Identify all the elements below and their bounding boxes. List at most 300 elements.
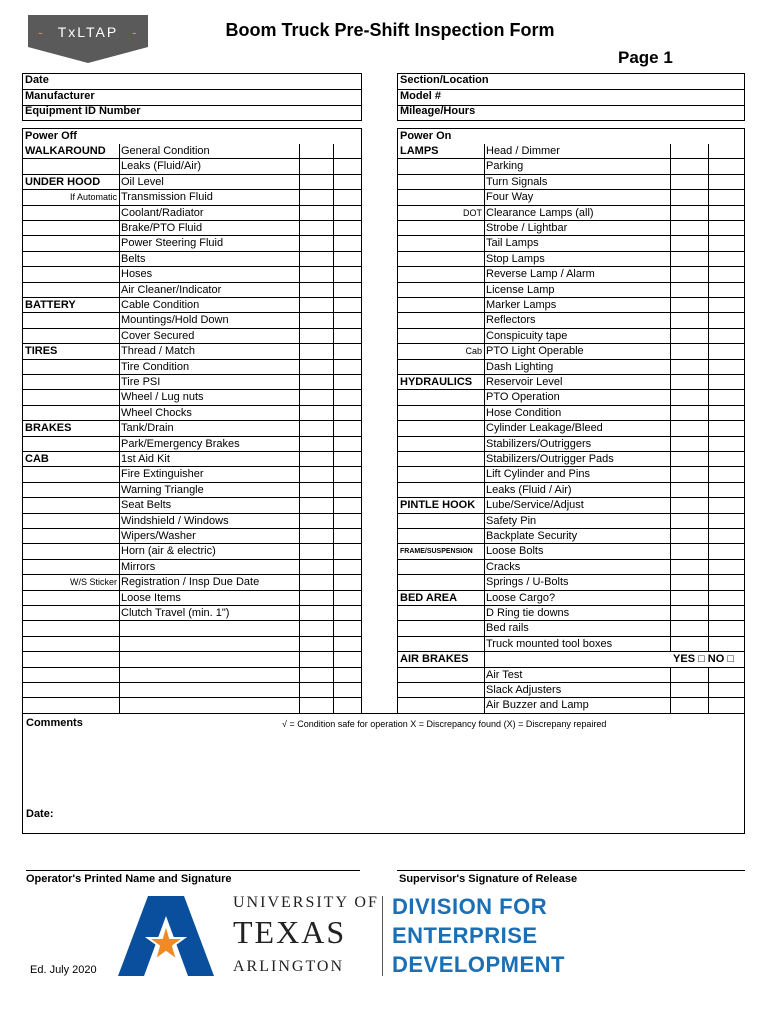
check-cell[interactable]: [708, 621, 744, 635]
check-cell[interactable]: [333, 344, 361, 358]
logo-divider: [382, 896, 383, 976]
check-cell[interactable]: [670, 467, 708, 481]
right-row: [398, 621, 744, 636]
sub-note: [23, 283, 117, 297]
check-cell[interactable]: [333, 329, 361, 343]
check-cell[interactable]: [333, 637, 361, 651]
check-cell[interactable]: [333, 575, 361, 589]
check-cell[interactable]: [333, 437, 361, 451]
check-cell[interactable]: [333, 698, 361, 713]
column-divider: [484, 190, 485, 204]
column-divider: [119, 298, 120, 312]
check-cell[interactable]: [299, 252, 333, 266]
sub-note: [398, 252, 482, 266]
check-cell[interactable]: [708, 591, 744, 605]
inspection-item: Stabilizers/Outrigger Pads: [486, 453, 614, 465]
sub-note: [398, 683, 482, 697]
sub-note: [398, 190, 482, 204]
sub-note: [398, 452, 482, 466]
check-cell[interactable]: [299, 329, 333, 343]
check-cell[interactable]: [708, 467, 744, 481]
check-cell[interactable]: [333, 390, 361, 404]
sub-note: [398, 390, 482, 404]
column-divider: [484, 529, 485, 543]
uta-line-1: UNIVERSITY OF: [233, 894, 379, 911]
sub-note: [398, 621, 482, 635]
sub-note: [23, 668, 117, 682]
check-cell[interactable]: [299, 159, 333, 173]
sub-note: [23, 621, 117, 635]
column-divider: [119, 390, 120, 404]
check-cell[interactable]: [670, 514, 708, 528]
inspection-item: Wheel Chocks: [121, 406, 192, 419]
category-label: FRAME/SUSPENSION: [400, 548, 473, 556]
check-cell[interactable]: [299, 206, 333, 220]
check-cell[interactable]: [708, 329, 744, 343]
inspection-item: Wipers/Washer: [121, 530, 196, 542]
inspection-item: Fire Extinguisher: [121, 468, 204, 481]
inspection-item: Air Buzzer and Lamp: [486, 699, 589, 712]
check-cell[interactable]: [299, 560, 333, 574]
inspection-item: Dash Lighting: [486, 360, 554, 373]
sub-note: [23, 529, 117, 543]
check-cell[interactable]: [333, 514, 361, 528]
sub-note: W/S Sticker: [69, 577, 117, 588]
column-divider: [484, 591, 485, 605]
sub-note: DOT: [463, 207, 482, 218]
sub-note: [398, 283, 482, 297]
sub-note: [398, 313, 482, 327]
check-cell[interactable]: [708, 698, 744, 713]
check-cell[interactable]: [299, 175, 333, 189]
column-divider: [484, 360, 485, 374]
check-cell[interactable]: [299, 606, 333, 620]
column-divider: [119, 652, 120, 666]
inspection-item: Loose Cargo?: [486, 591, 556, 604]
check-cell[interactable]: [670, 452, 708, 466]
check-cell[interactable]: [333, 668, 361, 682]
check-cell[interactable]: [670, 437, 708, 451]
inspection-item: Hoses: [121, 268, 153, 281]
check-cell[interactable]: [708, 637, 744, 651]
check-cell[interactable]: [670, 606, 708, 620]
inspection-item: Clearance Lamps (all): [486, 206, 594, 219]
category-label: WALKAROUND: [25, 145, 106, 157]
column-divider: [119, 406, 120, 420]
column-divider: [119, 560, 120, 574]
check-cell[interactable]: [708, 144, 744, 158]
column-divider: [119, 698, 120, 713]
right-row: [398, 452, 744, 467]
left-row: [23, 390, 361, 405]
check-cell[interactable]: [299, 360, 333, 374]
column-divider: [119, 437, 120, 451]
check-cell[interactable]: [670, 683, 708, 697]
inspection-item: Windshield / Windows: [121, 514, 229, 527]
sub-note: [398, 698, 482, 713]
check-cell[interactable]: [299, 575, 333, 589]
check-cell[interactable]: [333, 406, 361, 420]
check-cell[interactable]: [708, 390, 744, 404]
inspection-item: Seat Belts: [121, 499, 172, 512]
left-row: [23, 452, 361, 467]
check-cell[interactable]: [299, 344, 333, 358]
column-divider: [484, 452, 485, 466]
check-cell[interactable]: [333, 560, 361, 574]
check-cell[interactable]: [708, 159, 744, 173]
check-cell[interactable]: [333, 529, 361, 543]
check-cell[interactable]: [299, 267, 333, 281]
check-cell[interactable]: [333, 483, 361, 497]
check-cell[interactable]: [708, 406, 744, 420]
left-row: [23, 652, 361, 667]
check-cell[interactable]: [333, 591, 361, 605]
sub-note: [23, 159, 117, 173]
check-cell[interactable]: [333, 544, 361, 558]
right-row: [398, 313, 744, 328]
column-divider: [119, 483, 120, 497]
sub-note: [23, 313, 117, 327]
check-cell[interactable]: [333, 298, 361, 312]
right-row: [398, 159, 744, 174]
check-cell[interactable]: [670, 159, 708, 173]
check-cell[interactable]: [708, 360, 744, 374]
check-cell[interactable]: [708, 236, 744, 250]
right-row: [398, 267, 744, 282]
inspection-item: Turn Signals: [486, 175, 548, 188]
column-divider: [484, 221, 485, 235]
check-cell[interactable]: [299, 452, 333, 466]
check-cell[interactable]: [670, 560, 708, 574]
check-cell[interactable]: [333, 221, 361, 235]
column-divider: [119, 252, 120, 266]
check-cell[interactable]: [333, 652, 361, 666]
check-cell[interactable]: [670, 698, 708, 713]
check-cell[interactable]: [708, 375, 744, 389]
supervisor-signature-line[interactable]: [397, 870, 745, 871]
left-row: [23, 329, 361, 344]
check-cell[interactable]: [708, 668, 744, 682]
check-cell[interactable]: [670, 344, 708, 358]
check-cell[interactable]: [708, 283, 744, 297]
inspection-item: [119, 652, 299, 666]
sub-note: [23, 498, 117, 512]
check-cell[interactable]: [333, 190, 361, 204]
sub-note: [398, 236, 482, 250]
check-cell[interactable]: [333, 252, 361, 266]
edition-label: Ed. July 2020: [30, 964, 97, 976]
category-label: BATTERY: [25, 299, 76, 311]
sub-note: [398, 606, 482, 620]
header-right-box: [397, 73, 745, 121]
check-cell[interactable]: [299, 390, 333, 404]
check-cell[interactable]: [670, 575, 708, 589]
category-label: BED AREA: [400, 591, 458, 604]
inspection-item: D Ring tie downs: [486, 607, 570, 619]
check-cell[interactable]: [670, 313, 708, 327]
check-cell[interactable]: [670, 190, 708, 204]
sub-note: [23, 637, 117, 651]
page-title: Boom Truck Pre-Shift Inspection Form: [225, 20, 555, 40]
check-cell[interactable]: [299, 498, 333, 512]
inspection-item: [119, 668, 299, 682]
check-cell[interactable]: [670, 267, 708, 281]
check-cell[interactable]: [708, 544, 744, 558]
right-row: [398, 252, 744, 267]
check-cell[interactable]: [299, 283, 333, 297]
check-cell[interactable]: [670, 544, 708, 558]
check-cell[interactable]: [299, 190, 333, 204]
column-divider: [484, 498, 485, 512]
check-cell[interactable]: [708, 175, 744, 189]
check-cell[interactable]: [708, 606, 744, 620]
inspection-item: Brake/PTO Fluid: [121, 222, 203, 234]
sub-note: [398, 375, 482, 389]
txltap-logo: [28, 15, 148, 63]
check-cell[interactable]: [708, 206, 744, 220]
inspection-item: YES □ NO □: [673, 653, 734, 666]
inspection-item: Head / Dimmer: [486, 145, 560, 157]
left-row: [23, 159, 361, 174]
check-cell[interactable]: [299, 313, 333, 327]
check-cell[interactable]: [333, 175, 361, 189]
division-line-3: DEVELOPMENT: [392, 952, 565, 977]
check-cell[interactable]: [708, 498, 744, 512]
check-cell[interactable]: [708, 483, 744, 497]
sub-note: [398, 467, 482, 481]
sub-note: [23, 591, 117, 605]
column-divider: [484, 283, 485, 297]
left-row: [23, 298, 361, 313]
check-cell[interactable]: [299, 144, 333, 158]
check-cell[interactable]: [670, 236, 708, 250]
sub-note: [23, 267, 117, 281]
right-row: [398, 329, 744, 344]
left-row: [23, 344, 361, 359]
check-cell[interactable]: [299, 637, 333, 651]
right-row: [398, 637, 744, 652]
check-cell[interactable]: [299, 221, 333, 235]
check-cell[interactable]: [333, 267, 361, 281]
inspection-item: Leaks (Fluid/Air): [121, 160, 202, 173]
sub-note: [23, 514, 117, 528]
right-row: [398, 652, 744, 667]
check-cell[interactable]: [708, 514, 744, 528]
inspection-item: Air Cleaner/Indicator: [121, 283, 222, 296]
check-cell[interactable]: [670, 298, 708, 312]
column-divider: [484, 236, 485, 250]
check-cell[interactable]: [299, 298, 333, 312]
sub-note: [23, 344, 117, 358]
inspection-item: Belts: [121, 252, 146, 265]
check-cell[interactable]: [670, 206, 708, 220]
check-cell[interactable]: [708, 221, 744, 235]
check-cell[interactable]: [333, 375, 361, 389]
left-row: [23, 591, 361, 606]
check-cell[interactable]: [299, 483, 333, 497]
check-cell[interactable]: [333, 452, 361, 466]
sub-note: [23, 483, 117, 497]
check-cell[interactable]: [333, 421, 361, 435]
check-cell[interactable]: [299, 421, 333, 435]
sub-note: [23, 406, 117, 420]
check-cell[interactable]: [708, 437, 744, 451]
right-row: [398, 406, 744, 421]
column-divider: [119, 637, 120, 651]
check-cell[interactable]: [670, 529, 708, 543]
check-cell[interactable]: [299, 683, 333, 697]
inspection-item: Loose Bolts: [486, 545, 544, 558]
right-row: [398, 437, 744, 452]
check-cell[interactable]: [299, 437, 333, 451]
right-row: [398, 421, 744, 436]
check-cell[interactable]: [299, 591, 333, 605]
check-cell[interactable]: [670, 283, 708, 297]
right-row: [398, 544, 744, 559]
check-cell[interactable]: [670, 637, 708, 651]
check-cell[interactable]: [708, 575, 744, 589]
right-row: [398, 606, 744, 621]
check-cell[interactable]: [670, 621, 708, 635]
column-divider: [119, 575, 120, 589]
section-location-label: Section/Location: [400, 74, 489, 86]
right-row: [398, 283, 744, 298]
check-cell[interactable]: [670, 421, 708, 435]
power-on-heading: Power On: [400, 130, 452, 142]
sub-note: [398, 529, 482, 543]
logo-text: TxLTAP: [57, 24, 119, 40]
column-divider: [484, 467, 485, 481]
check-cell[interactable]: [333, 159, 361, 173]
check-cell[interactable]: [299, 236, 333, 250]
check-cell[interactable]: [670, 668, 708, 682]
column-divider: [484, 144, 485, 158]
check-cell[interactable]: [299, 698, 333, 713]
check-cell[interactable]: [333, 283, 361, 297]
inspection-item: Tire PSI: [121, 376, 161, 388]
check-cell[interactable]: [670, 252, 708, 266]
check-cell[interactable]: [670, 221, 708, 235]
check-cell[interactable]: [708, 190, 744, 204]
check-cell[interactable]: [333, 683, 361, 697]
check-cell[interactable]: [333, 606, 361, 620]
inspection-item: Wheel / Lug nuts: [121, 391, 204, 404]
check-cell[interactable]: [670, 591, 708, 605]
column-divider: [119, 190, 120, 204]
inspection-item: Clutch Travel (min. 1"): [121, 607, 230, 619]
sub-note: If Automatic: [69, 192, 117, 203]
category-label: TIRES: [25, 345, 58, 358]
column-divider: [119, 621, 120, 635]
column-divider: [119, 452, 120, 466]
right-row: [398, 483, 744, 498]
inspection-item: [119, 621, 299, 635]
check-cell[interactable]: [333, 144, 361, 158]
comments-box[interactable]: [22, 713, 745, 834]
check-cell[interactable]: [299, 467, 333, 481]
left-row: [23, 421, 361, 436]
check-cell[interactable]: [708, 529, 744, 543]
sub-note: [398, 575, 482, 589]
equipment-id-label: Equipment ID Number: [25, 105, 141, 117]
check-cell[interactable]: [708, 560, 744, 574]
check-cell[interactable]: [299, 514, 333, 528]
inspection-item: Oil Level: [121, 175, 164, 188]
check-cell[interactable]: [670, 375, 708, 389]
check-cell[interactable]: [670, 360, 708, 374]
check-cell[interactable]: [670, 175, 708, 189]
inspection-item: 1st Aid Kit: [121, 453, 170, 465]
right-row: [398, 560, 744, 575]
column-divider: [484, 437, 485, 451]
check-cell[interactable]: [333, 467, 361, 481]
check-cell[interactable]: [708, 313, 744, 327]
check-cell[interactable]: [299, 544, 333, 558]
left-row: [23, 360, 361, 375]
column-divider: [119, 283, 120, 297]
check-cell[interactable]: [299, 668, 333, 682]
column-divider: [484, 313, 485, 327]
operator-signature-label: Operator's Printed Name and Signature: [26, 873, 232, 885]
check-cell[interactable]: [299, 406, 333, 420]
check-cell[interactable]: [708, 267, 744, 281]
check-cell[interactable]: [299, 652, 333, 666]
check-cell[interactable]: [670, 483, 708, 497]
inspection-item: Tire Condition: [121, 360, 190, 373]
sub-note: [23, 298, 117, 312]
left-row: [23, 575, 361, 590]
check-cell[interactable]: [670, 390, 708, 404]
check-cell[interactable]: [708, 683, 744, 697]
left-row: [23, 560, 361, 575]
check-cell[interactable]: [670, 144, 708, 158]
column-divider: [484, 298, 485, 312]
check-cell[interactable]: [333, 498, 361, 512]
inspection-item: Reservoir Level: [486, 376, 563, 388]
check-cell[interactable]: [708, 344, 744, 358]
check-cell[interactable]: [333, 360, 361, 374]
inspection-item: Warning Triangle: [121, 483, 204, 496]
check-cell[interactable]: [299, 621, 333, 635]
check-cell[interactable]: [708, 421, 744, 435]
division-line-1: DIVISION FOR: [392, 894, 548, 919]
check-cell[interactable]: [299, 529, 333, 543]
column-divider: [119, 606, 120, 620]
sub-note: [398, 591, 482, 605]
inspection-item: Truck mounted tool boxes: [486, 637, 613, 650]
sub-note: [23, 375, 117, 389]
check-cell[interactable]: [333, 236, 361, 250]
check-cell[interactable]: [708, 252, 744, 266]
check-cell[interactable]: [333, 621, 361, 635]
check-cell[interactable]: [670, 329, 708, 343]
check-cell[interactable]: [708, 452, 744, 466]
inspection-item: Tail Lamps: [486, 237, 539, 250]
check-cell[interactable]: [333, 206, 361, 220]
operator-signature-line[interactable]: [26, 870, 360, 871]
date-label: Date: [25, 74, 49, 86]
check-cell[interactable]: [299, 375, 333, 389]
column-divider: [484, 652, 485, 666]
sub-note: [398, 560, 482, 574]
check-cell[interactable]: [670, 406, 708, 420]
check-cell[interactable]: [670, 498, 708, 512]
check-cell[interactable]: [708, 298, 744, 312]
column-divider: [119, 206, 120, 220]
manufacturer-label: Manufacturer: [25, 90, 95, 102]
check-cell[interactable]: [333, 313, 361, 327]
inspection-item: [119, 698, 299, 713]
